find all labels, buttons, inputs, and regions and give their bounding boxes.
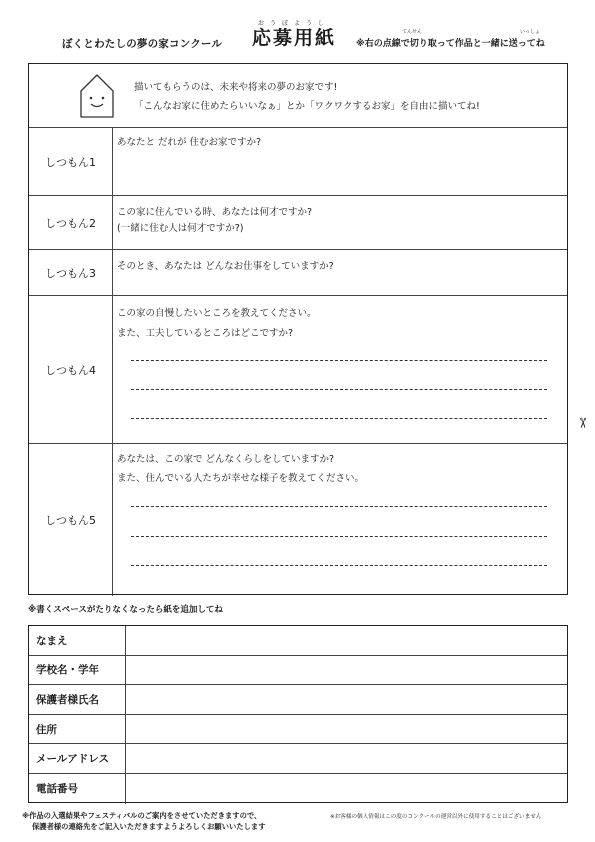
question-cell[interactable] [113,444,567,596]
info-label: 保護者様氏名 [29,685,126,714]
info-label: メールアドレス [29,744,126,773]
answer-line[interactable] [131,506,547,507]
question-label: しつもん5 [29,444,113,596]
email-field[interactable] [126,744,567,773]
contact-info-table [28,625,568,803]
info-label: 住所 [29,715,126,744]
footer-line: ※作品の入選結果やフェスティバルのご案内をさせていただきますので、 [22,811,262,820]
intro-line: 描いてもらうのは、未来や将来の夢のお家です! [134,82,338,93]
question-text: あなたは、この家で どんなくらしをしていますか? [117,454,335,465]
extra-space-note: ※書くスペースがたりなくなったら紙を追加してね [28,605,223,615]
school-grade-field[interactable] [126,656,567,685]
answer-line[interactable] [131,360,547,361]
info-row-address [29,715,567,745]
name-field[interactable] [126,626,567,655]
footer-guardian-note [22,810,266,832]
footer-line: 保護者様の連絡先をご記入いただきますようよろしくお願いいたします [32,822,266,831]
contest-title: ぼくとわたしの夢の家コンクール [62,38,223,50]
question-text: この家の自慢したいところを教えてください。 [117,308,317,319]
info-row-email [29,744,567,774]
house-face-icon [77,71,117,121]
question-cell[interactable] [113,128,567,195]
info-label: なまえ [29,626,126,655]
phone-field[interactable] [126,774,567,804]
answer-line[interactable] [131,565,547,566]
answer-line[interactable] [131,389,547,390]
question-text: (一緒に住む人は何才ですか?) [117,223,244,234]
question-cell[interactable] [113,250,567,295]
answer-line[interactable] [131,536,547,537]
info-row-phone [29,774,567,804]
guardian-name-field[interactable] [126,685,567,714]
answer-line[interactable] [131,418,547,419]
intro-line: 「こんなお家に住めたらいいなぁ」とか「ワクワクするお家」を自由に描いてね! [134,101,480,112]
question-text: この家に住んでいる時、あなたは何才ですか? [117,207,313,218]
form-title-ruby: おうぼようし [257,20,330,27]
question-label: しつもん4 [29,296,113,443]
form-title: 応募用紙 [251,27,336,49]
question-text: また、住んでいる人たちが幸せな様子を教えてください。 [117,473,365,484]
info-label: 電話番号 [29,774,126,804]
note-ruby: いっしょ [520,29,541,35]
question-table [28,63,568,595]
question-row-2 [29,196,567,250]
info-row-name [29,626,567,656]
question-row-3 [29,250,567,296]
info-row-guardian [29,685,567,715]
question-text: そのとき、あなたは どんなお仕事をしていますか? [117,261,334,272]
question-row-5 [29,444,567,596]
footer-privacy-note: ※お客様の個人情報はこの度のコンクールの運営以外に使用することはございません [330,814,542,820]
header [0,18,595,58]
question-cell[interactable] [113,196,567,249]
cut-instruction-note: ※右の点線で切り取って作品と一緒に送ってね [356,39,545,49]
scissors-icon: ✂ [573,417,590,429]
form-title-block [238,18,350,49]
question-label: しつもん3 [29,250,113,295]
info-row-school [29,656,567,686]
intro-row [29,64,567,128]
note-ruby: てんせん [402,29,423,35]
info-label: 学校名・学年 [29,656,126,685]
question-cell[interactable] [113,296,567,443]
question-label: しつもん2 [29,196,113,249]
question-text: また、工夫しているところはどこですか? [117,328,294,339]
question-text: あなたと だれが 住むお家ですか? [117,137,262,148]
question-row-1 [29,128,567,196]
question-label: しつもん1 [29,128,113,195]
address-field[interactable] [126,715,567,744]
intro-text [134,78,480,116]
question-row-4 [29,296,567,444]
